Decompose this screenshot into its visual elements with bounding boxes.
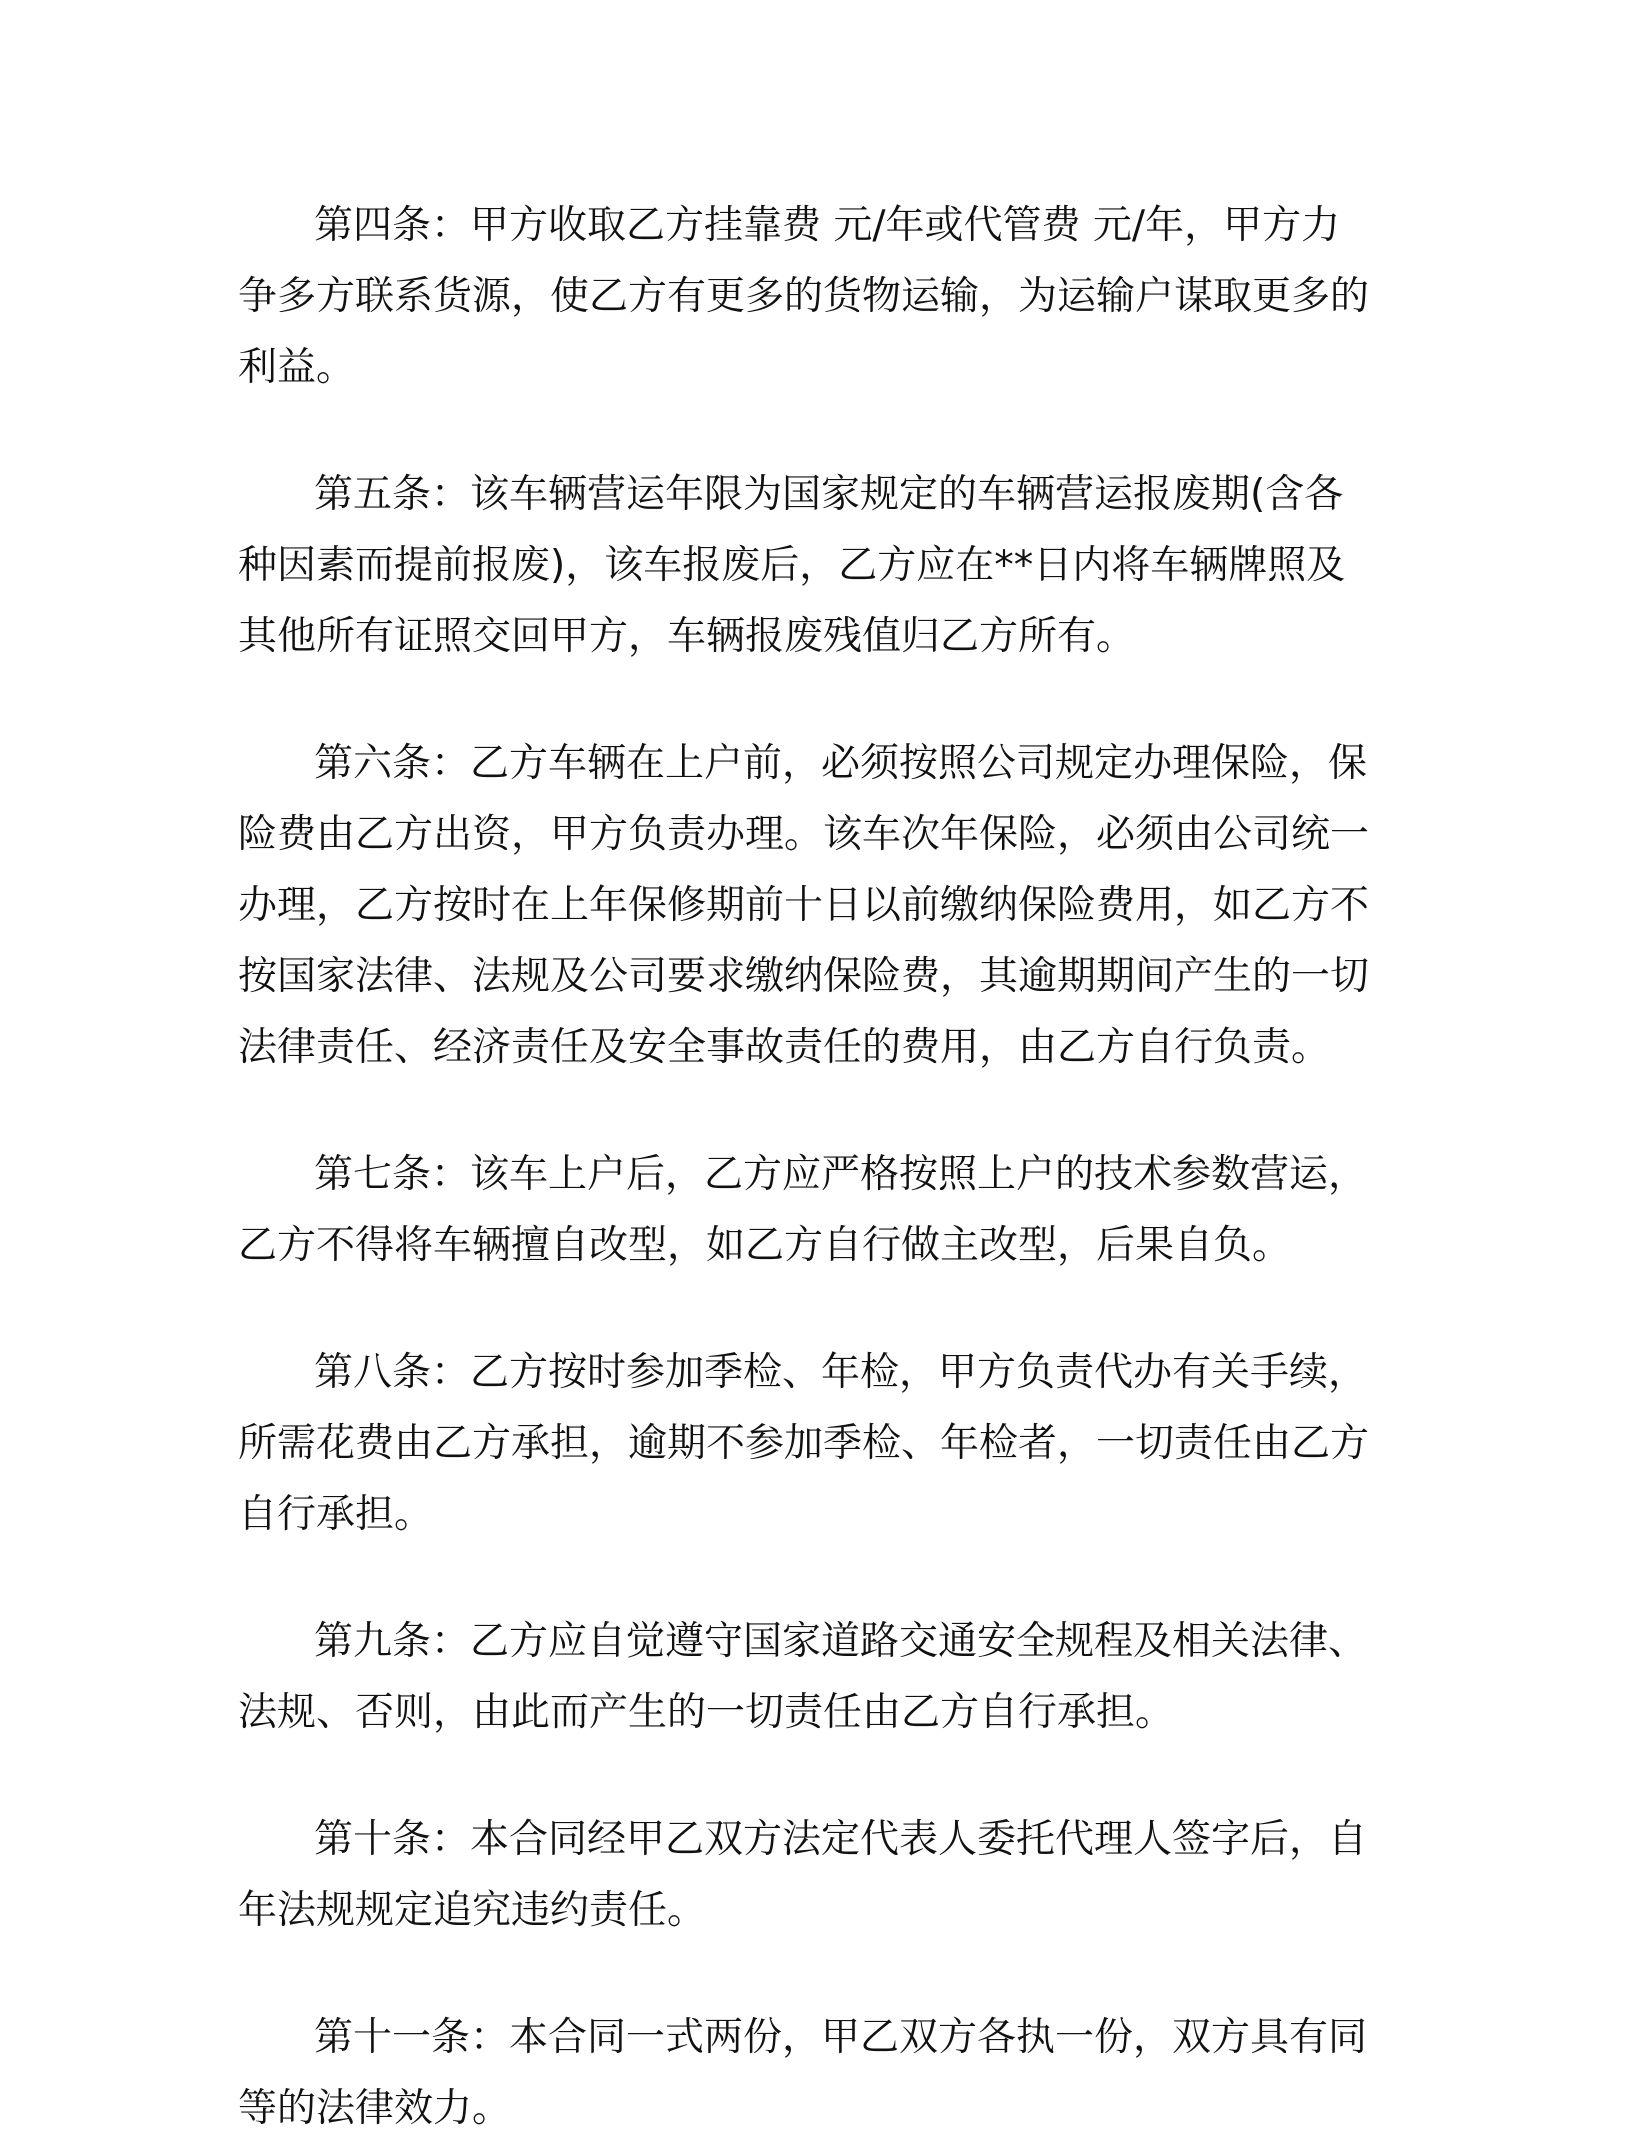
clause-8: 第八条：乙方按时参加季检、年检，甲方负责代办有关手续，所需花费由乙方承担，逾期不参加季检、年检者，一切责任由乙方自行承担。 xyxy=(238,1350,1370,1537)
clause-9: 第九条：乙方应自觉遵守国家道路交通安全规程及相关法律、法规、否则，由此而产生的一切责任由乙方自行承担。 xyxy=(238,1619,1368,1735)
clause-10: 第十条：本合同经甲乙双方法定代表人委托代理人签字后，自 年法规规定追究违约责任。 xyxy=(238,1817,1368,1933)
clause-11: 第十一条：本合同一式两份，甲乙双方各执一份，双方具有同等的法律效力。 xyxy=(238,2015,1368,2131)
contract-body xyxy=(238,190,1378,2144)
clause-6: 第六条：乙方车辆在上户前，必须按照公司规定办理保险，保险费由乙方出资，甲方负责办理。该车次年保险，必须由公司统一办理，乙方按时在上年保修期前十日以前缴纳保险费用，如乙方不按国家法律、法规及公司要求缴纳保险费，其逾期期间产生的一切法律责任、经济责任及安全事故责任的费用，由乙方自行负责。 xyxy=(238,741,1370,1070)
clause-5: 第五条：该车辆营运年限为国家规定的车辆营运报废期(含各种因素而提前报废)，该车报废后，乙方应在**日内将车辆牌照及其他所有证照交回甲方，车辆报废残值归乙方所有。 xyxy=(238,472,1346,659)
clause-4: 第四条：甲方收取乙方挂靠费 元/年或代管费 元/年，甲方力争多方联系货源，使乙方有更多的货物运输，为运输户谋取更多的利益。 xyxy=(238,203,1370,390)
clause-7: 第七条：该车上户后，乙方应严格按照上户的技术参数营运，乙方不得将车辆擅自改型，如乙方自行做主改型，后果自负。 xyxy=(238,1152,1368,1268)
